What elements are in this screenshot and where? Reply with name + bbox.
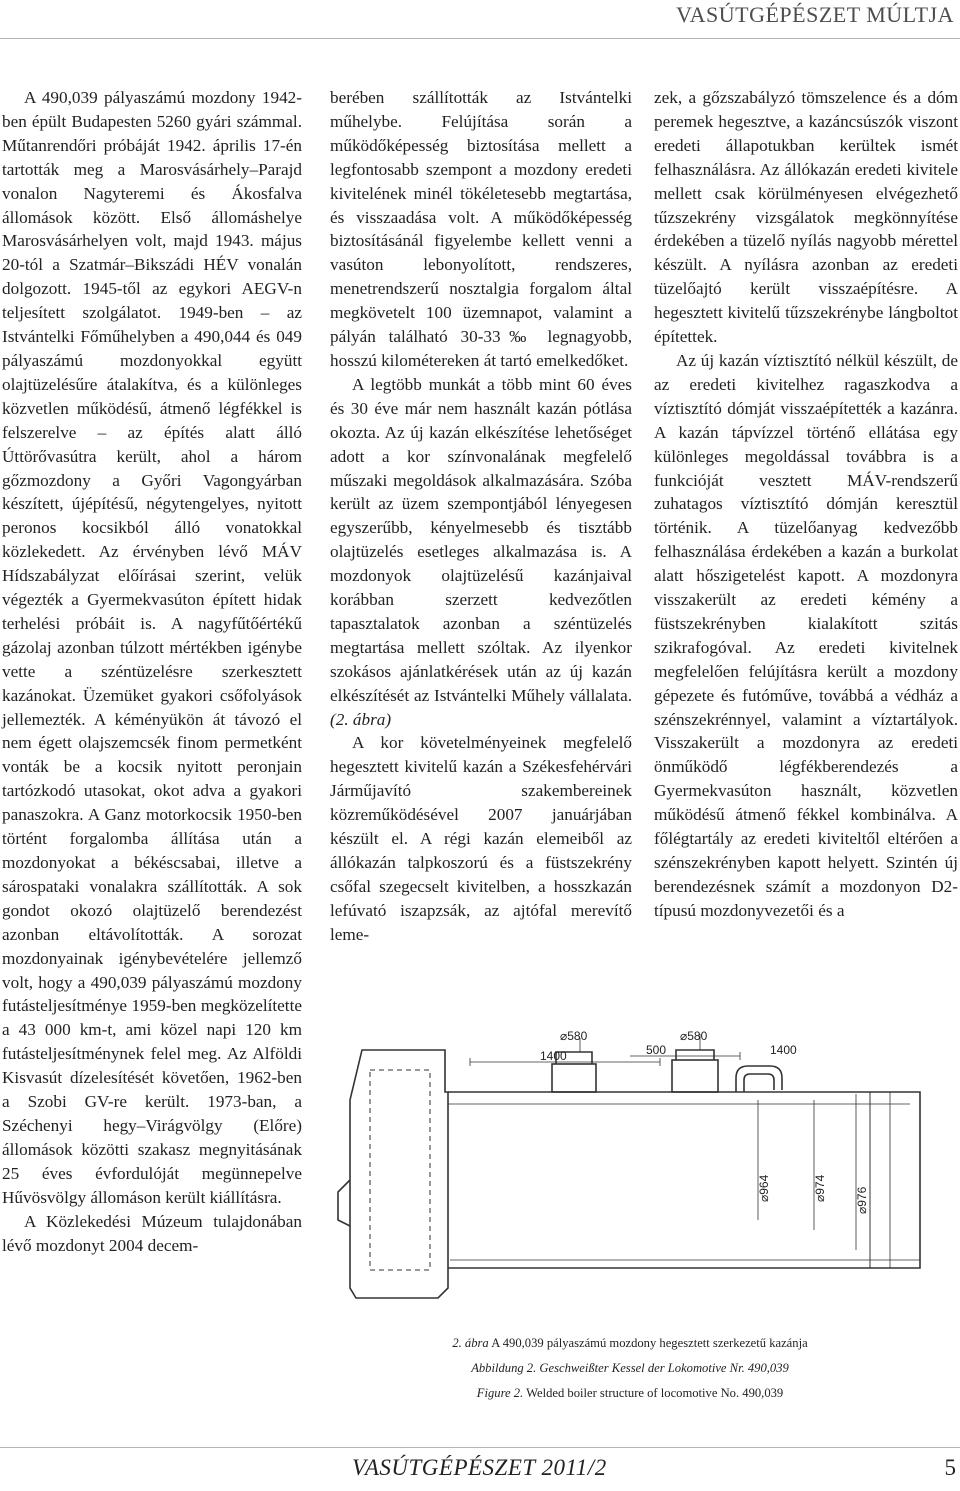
page-number: 5 [944, 1455, 956, 1480]
paragraph: A 490,039 pályaszámú mozdony 1942-ben épült Budapesten 5260 gyári számmal. Műtanrendőri próbáját 1942. április 17-én tartották meg a Marosvásárhely–Parajd vonalon Nagyteremi és Ákosfalva állomások között. Első állomáshelye Marosvásárhelyen volt, majd 1943. május 20-tól a Szatmár–Bikszádi HÉV vonalán dolgozott. 1945-től az egykori AEGV-n teljesített szolgálatot. 1949-ben – az Istvántelki Főműhelyben a 490,044 és 049 pályaszámú mozdonyokkal együtt olajtüzelésűre átalakítva, és a különleges közvetlen működésű, átmenő légfékkel is felszerelve – az építés alatt álló Úttörővasútra került, ahol a három gőzmozdony a Győri Vagongyárban készített, újépítésű, négytengelyes, nyitott peronos kocsikból álló vonatokkal közlekedett. Az érvényben lévő MÁV Hídszabályzat előírásai szerint, velük végezték a Gyermekvasúton épített hidak terhelési próbáit is. A nagyfűtőértékű gázolaj azonban túlzott mértékben igénybe vette a széntüzelésre szerkesztett kazánokat. Üzemüket gyakori csőfolyások jellemezték. A kéményükön át távozó el nem égett olajszemcsék finom permetként vonták be a kocsik nyitott peronjain tartózkodó utasokat, okot adva a gyakori panaszokra. A Ganz motorkocsik 1950-ben történt forgalomba állítása után a mozdonyokat a békéscsabai, illetve a sárospataki vonalakra szállították. A sok gondot okozó olajtüzelő berendezést azonban eltávolították. A sorozat mozdonyainak igénybevételére jellemző volt, hogy a 490,039 pályaszámú mozdony futásteljesítménye 1959-ben megközelítette a 43 000 km-t, ami közel napi 120 km futásteljesítménynek felel meg. Az Alföldi Kisvasút dízelesítését követően, 1962-ben a Szobi GV-re került. 1973-ban, a Széchenyi hegy–Virágvölgy (Előre) állomások közötti szakasz megnyitásának 25 éves évfordulóját megünnepelve Hűvösvölgy állomáson került kiállításra. [2, 88, 302, 1207]
footer-rule [0, 1447, 960, 1448]
boiler-drawing-svg [330, 1030, 958, 1320]
caption-text: A 490,039 pályaszámú mozdony hegesztett szerkezetű kazánja [491, 1336, 808, 1350]
figure-caption-hu [330, 1336, 930, 1351]
dimension-label: ⌀976 [855, 1186, 869, 1214]
caption-text: Welded boiler structure of locomotive No. 490,039 [526, 1386, 784, 1400]
paragraph [330, 373, 632, 732]
caption-label: 2. ábra [452, 1336, 489, 1350]
dimension-label: ⌀580 [560, 1030, 588, 1043]
dimension-label: ⌀974 [813, 1174, 827, 1202]
paragraph: Az új kazán víztisztító nélkül készült, de az eredeti kivitelhez ragaszkodva a víztisztító dómját visszaépítették a kazánra. A kazán tápvízzel történő ellátása egy különleges megoldással továbbra is a funkcióját vesztett MÁV-rendszerű zuhatagos víztisztító dómján keresztül történik. A tüzelőanyag kedvezőbb felhasználása érdekében a kazán a burkolat alatt hőszigetelést kapott. A mozdonyra visszakerült az eredeti kémény a füstszekrényben kialakított szitás szikrafogóval. Az eredeti kivitelnek megfelelően felújításra került a mozdony gépezete és futóműve, továbbá a védház a szénszekrénnyel, valamint a víztartályok. Visszakerült a mozdonyra az eredeti önműködő légfékberendezés a Gyermekvasúton használt, közvetlen működésű átmenő fékkel kombinálva. A főlégtartály az eredeti kiviteltől eltérően a szénszekrényben kapott helyett. Szintén új berendezésnek számít a mozdonyon D2-típusú mozdonyvezetői és a [654, 350, 958, 920]
paragraph: A Közlekedési Múzeum tulajdonában lévő mozdonyt 2004 decem- [2, 1211, 302, 1255]
dimension-label: ⌀580 [680, 1030, 708, 1043]
running-header: VASÚTGÉPÉSZET MÚLTJA [676, 2, 954, 27]
figure-caption-en [330, 1386, 930, 1401]
paragraph-text: A legtöbb munkát a több mint 60 éves és 30 éve már nem használt kazán pótlása okozta. Az új kazán elkészítése lehetőséget adott a kor színvonalának megfelelő műszaki megoldások alkalmazására. Szóba került az üzem szempontjából lényegesen egyszerűbb, kényelmesebb és tisztább olajtüzelés esetleges alkalmazása is. A mozdonyok olajtüzelésű kazánjaival korábban szerzett kedvezőtlen tapasztalatok azonban a széntüzelés megtartása mellett szóltak. Az ilyenkor szokásos ajánlatkérések után az új kazán elkészítését az Istvántelki Műhely vállalata. [330, 374, 632, 705]
dimension-label: ⌀964 [757, 1174, 771, 1202]
header-rule [0, 38, 960, 39]
figure-caption-de: Abbildung 2. Geschweißter Kessel der Lokomotive Nr. 490,039 [471, 1361, 789, 1375]
journal-issue: VASÚTGÉPÉSZET 2011/2 [352, 1455, 607, 1480]
paragraph: berében szállították az Istvántelki műhelybe. Felújítása során a működőképesség biztosítása mellett a legfontosabb szempont a mozdony eredeti kivitelének minél tökéletesebb megtartása, és visszaadása volt. A működőképesség biztosításánál figyelembe kellett venni a vasúton lebonyolított, rendszeres, menetrendszerű nosztalgia forgalom által megkövetelt 100 üzemnapot, valamint a pályán található 30-33‰ legnagyobb, hosszú kilométereken át tartó emelkedőket. [330, 88, 632, 370]
text-column-2 [330, 86, 632, 1016]
text-column-3 [654, 86, 958, 923]
figure-reference: (2. ábra) [330, 709, 392, 729]
text-column-1 [2, 86, 302, 1257]
paragraph: A kor követelményeinek megfelelő hegesztett kivitelű kazán a Székesfehérvári Járműjavító szakembereinek közreműködésével 2007 januárjában készült el. A régi kazán elemeiből az állókazán talpkoszorú és a füstszekrény csőfal szegecselt kivitelben, a hosszkazán lefúvató iszapzsák, az ajtófal merevítő leme- [330, 733, 632, 944]
dimension-label: 1400 [540, 1049, 567, 1063]
dimension-label: 1400 [770, 1043, 797, 1057]
dimension-label: 500 [646, 1043, 667, 1057]
paragraph: zek, a gőzszabályzó tömszelence és a dóm peremek hegesztve, a kazáncsúszók viszont eredeti állapotukban kerültek ismét felhasználásra. Az állókazán eredeti kivitele mellett csak körülményesen elvégezhető tűzszekrény vizsgálatok megkönnyítése érdekében a tüzelő nyílás nagyobb mérettel készült. A nyílásra azonban az eredeti tüzelőajtó került visszaépítésre. A hegesztett kivitelű tűzszekrénybe lángboltot építettek. [654, 88, 958, 347]
boiler-drawing [330, 1030, 958, 1320]
caption-label: Figure 2. [476, 1386, 524, 1400]
